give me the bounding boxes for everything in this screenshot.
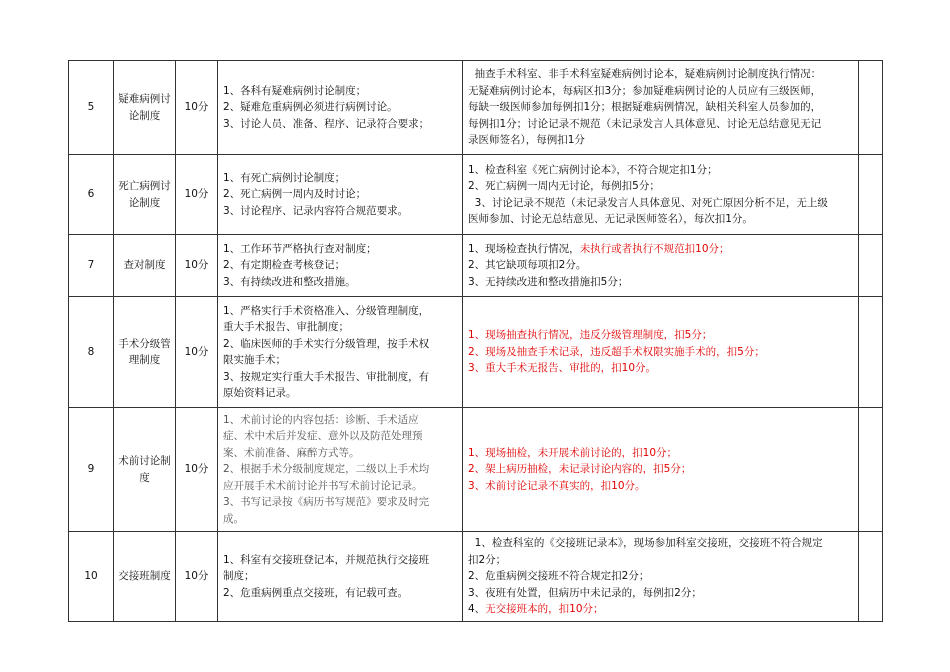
criteria-cell: [463, 297, 859, 408]
standard-line: 制度；: [223, 570, 255, 583]
standard-line: 1、术前讨论的内容包括：诊断、手术适应: [223, 413, 419, 426]
criteria-line: [468, 585, 853, 602]
criteria-text: 2、其它缺项每项扣2分。: [468, 259, 587, 272]
criteria-cell: [463, 408, 859, 532]
criteria-text: 医师参加、讨论无总结意见、无记录医师签名），每次扣1分。: [468, 213, 753, 225]
criteria-text: 每例扣1分；讨论记录不规范（未记录发言人具体意见、讨论无总结意见无记: [468, 117, 822, 130]
criteria-cell: [463, 235, 859, 297]
criteria-line: [468, 132, 853, 149]
criteria-line: [468, 116, 853, 133]
table-row: [69, 408, 883, 532]
row-number: 6: [69, 155, 114, 235]
criteria-penalty-highlight: 3、术前讨论记录不真实的，扣10分。: [468, 479, 646, 492]
criteria-text: 2、危重病例交接班不符合规定扣2分；: [468, 570, 650, 583]
table-row: [69, 532, 883, 622]
criteria-penalty-highlight: 2、架上病历抽检，未记录讨论内容的，扣5分；: [468, 463, 692, 476]
criteria-text: 1、检查科室《死亡病例讨论本》，不符合规定扣1分；: [468, 163, 718, 176]
criteria-line: [468, 445, 853, 462]
score: 10分: [176, 408, 218, 532]
criteria-line: [468, 162, 853, 179]
criteria-text: 3、讨论记录不规范（未记录发言人具体意见、对死亡原因分析不足，无上级: [468, 196, 828, 209]
criteria-line: [468, 274, 853, 291]
score: 10分: [176, 235, 218, 297]
criteria-line: [468, 241, 853, 258]
standards-cell: [218, 155, 463, 235]
blank-cell: [859, 532, 883, 622]
assessment-table: [68, 60, 883, 622]
standard-line: 应开展手术术前讨论并书写术前讨论记录。: [223, 479, 423, 492]
standard-line: 2、危重病例重点交接班，有记载可查。: [223, 586, 409, 599]
standard-line: 1、工作环节严格执行查对制度；: [223, 242, 377, 255]
criteria-penalty-highlight: 1、现场抽查执行情况，违反分级管理制度，扣5分；: [468, 329, 713, 342]
item-name: 疑难病例讨论制度: [114, 61, 176, 155]
row-number: 8: [69, 297, 114, 408]
criteria-line: [468, 99, 853, 116]
criteria-text: 1、现场检查执行情况，: [468, 242, 580, 255]
score: 10分: [176, 532, 218, 622]
standard-line: 成。: [223, 512, 244, 525]
criteria-penalty-highlight: 2、现场及抽查手术记录，违反超手术权限实施手术的，扣5分；: [468, 345, 765, 358]
row-number: 5: [69, 61, 114, 155]
criteria-text: 2、死亡病例一周内无讨论，每例扣5分；: [468, 180, 660, 192]
criteria-cell: [463, 61, 859, 155]
standards-cell: [218, 532, 463, 622]
criteria-text: 3、夜班有处置，但病历中未记录的，每例扣2分；: [468, 586, 702, 599]
standard-line: 2、临床医师的手术实行分级管理，按手术权: [223, 337, 430, 350]
standard-line: 2、疑难危重病例必须进行病例讨论。: [223, 101, 398, 114]
criteria-line: [468, 66, 853, 83]
criteria-text: 录医师签名），每例扣1分: [468, 134, 585, 147]
criteria-line: [468, 327, 853, 344]
item-name: 查对制度: [114, 235, 176, 297]
standard-line: 3、讨论程序、记录内容符合规范要求。: [223, 204, 409, 217]
standards-cell: [218, 297, 463, 408]
standard-line: 症、术中术后并发症、意外以及防范处理预: [223, 430, 423, 443]
standard-line: 2、根据手术分级制度规定，二级以上手术均: [223, 463, 430, 476]
item-name: 术前讨论制度: [114, 408, 176, 532]
table-row: [69, 297, 883, 408]
criteria-text: 每缺一级医师参加每例扣1分；根据疑难病例情况，缺相关科室人员参加的，: [468, 101, 822, 114]
criteria-text: 扣2分；: [468, 553, 507, 566]
standards-cell: [218, 235, 463, 297]
blank-cell: [859, 61, 883, 155]
standard-line: 案、术前准备、麻醉方式等。: [223, 446, 360, 459]
criteria-line: [468, 535, 853, 552]
standard-line: 3、有持续改进和整改措施。: [223, 275, 356, 288]
blank-cell: [859, 297, 883, 408]
blank-cell: [859, 408, 883, 532]
row-number: 7: [69, 235, 114, 297]
criteria-line: [468, 257, 853, 274]
standard-line: 2、死亡病例一周内及时讨论；: [223, 188, 367, 201]
criteria-text: 1、检查科室的《交接班记录本》，现场参加科室交接班，交接班不符合规定: [468, 537, 823, 550]
table-row: [69, 61, 883, 155]
criteria-line: [468, 552, 853, 569]
standard-line: 限实施手术；: [223, 354, 286, 366]
item-name: 交接班制度: [114, 532, 176, 622]
criteria-text: 3、无持续改进和整改措施扣5分；: [468, 275, 629, 288]
item-name: 死亡病例讨论制度: [114, 155, 176, 235]
criteria-line: [468, 195, 853, 212]
standards-cell: [218, 61, 463, 155]
standard-line: 1、科室有交接班登记本，并规范执行交接班: [223, 553, 430, 566]
row-number: 9: [69, 408, 114, 532]
score: 10分: [176, 155, 218, 235]
criteria-line: [468, 461, 853, 478]
standard-line: 3、讨论人员、准备、程序、记录符合要求；: [223, 117, 430, 130]
criteria-line: [468, 568, 853, 585]
standard-line: 重大手术报告、审批制度；: [223, 321, 349, 333]
criteria-cell: [463, 155, 859, 235]
criteria-cell: [463, 532, 859, 622]
standard-line: 3、按规定实行重大手术报告、审批制度，有: [223, 370, 430, 383]
score: 10分: [176, 297, 218, 408]
criteria-line: [468, 601, 853, 618]
criteria-text: 4、: [468, 603, 486, 616]
criteria-line: [468, 344, 853, 361]
standards-cell: [218, 408, 463, 532]
blank-cell: [859, 235, 883, 297]
criteria-penalty-highlight: 未执行或者执行不规范扣10分；: [579, 242, 730, 255]
table-row: [69, 235, 883, 297]
criteria-line: [468, 478, 853, 495]
criteria-text: 无疑难病例讨论本，每病区扣3分；参加疑难病例讨论的人员应有三级医师，: [468, 84, 822, 97]
score: 10分: [176, 61, 218, 155]
criteria-line: [468, 360, 853, 377]
row-number: 10: [69, 532, 114, 622]
criteria-text: 抽查手术科室、非手术科室疑难病例讨论本，疑难病例讨论制度执行情况：: [468, 68, 822, 81]
standard-line: 原始资料记录。: [223, 387, 297, 399]
standard-line: 1、各科有疑难病例讨论制度；: [223, 84, 367, 97]
standard-line: 1、严格实行手术资格准入、分级管理制度，: [223, 304, 430, 317]
standard-line: 1、有死亡病例讨论制度；: [223, 171, 346, 184]
blank-cell: [859, 155, 883, 235]
table-row: [69, 155, 883, 235]
criteria-penalty-highlight: 1、现场抽检，未开展术前讨论的，扣10分；: [468, 446, 678, 459]
criteria-penalty-highlight: 无交接班本的，扣10分；: [485, 603, 604, 616]
standard-line: 3、书写记录按《病历书写规范》要求及时完: [223, 496, 430, 509]
criteria-penalty-highlight: 3、重大手术无报告、审批的，扣10分。: [468, 362, 657, 375]
item-name: 手术分级管理制度: [114, 297, 176, 408]
criteria-line: [468, 83, 853, 100]
standard-line: 2、有定期检查考核登记；: [223, 259, 346, 272]
criteria-line: [468, 178, 853, 195]
criteria-line: [468, 211, 853, 228]
